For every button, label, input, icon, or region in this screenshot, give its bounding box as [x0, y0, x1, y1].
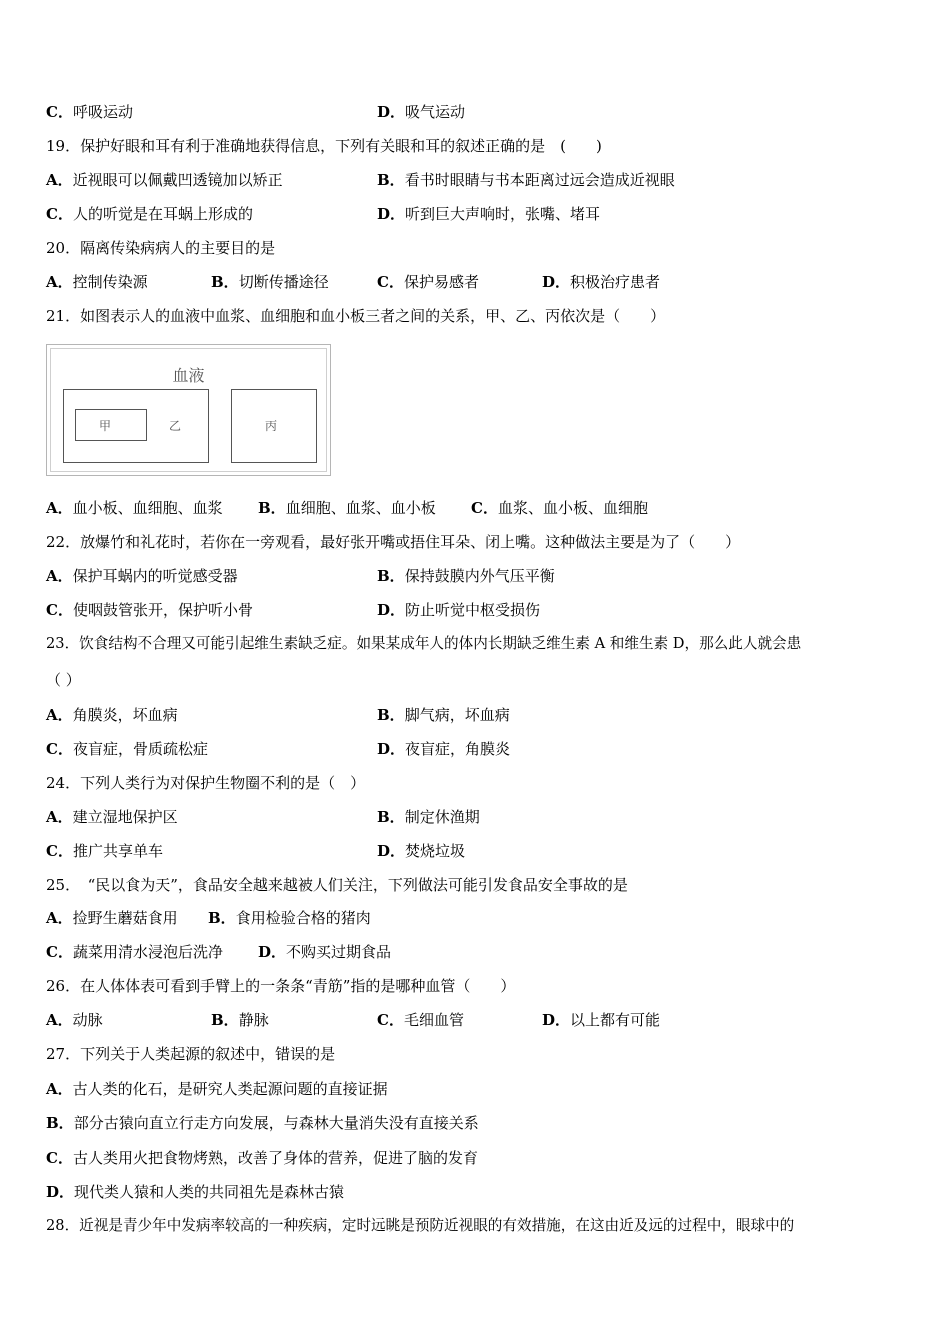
q25-option-a [46, 908, 178, 928]
option-label: D． [377, 601, 406, 619]
option-label: A． [46, 567, 73, 585]
option-label: D． [542, 273, 571, 291]
option-label: B． [377, 171, 405, 189]
q20-option-d [542, 272, 660, 292]
q20-stem: 20．隔离传染病病人的主要目的是 [46, 239, 276, 257]
q24-option-d [377, 841, 465, 861]
option-label: C． [471, 499, 498, 517]
q27-option-c [46, 1148, 478, 1168]
q19-option-c [46, 204, 253, 224]
option-text: 蔬菜用清水浸泡后洗净 [72, 943, 223, 961]
blood-diagram [46, 344, 331, 476]
option-label: B． [211, 273, 239, 291]
option-text: 夜盲症，角膜炎 [405, 740, 511, 758]
q27-stem: 27．下列关于人类起源的叙述中，错误的是 [46, 1045, 336, 1063]
option-label: C． [46, 842, 73, 860]
option-label: A． [46, 808, 73, 826]
q22-stem: 22．放爆竹和礼花时，若你在一旁观看，最好张开嘴或捂住耳朵、闭上嘴。这种做法主要是为了（ ） [46, 533, 741, 551]
q25-option-b [208, 908, 371, 928]
option-text: 动脉 [72, 1011, 103, 1029]
option-label: C． [46, 943, 73, 961]
q23-option-c [46, 739, 208, 759]
option-label: B． [211, 1011, 239, 1029]
option-text: 建立湿地保护区 [72, 808, 178, 826]
option-text: 近视眼可以佩戴凹透镜加以矫正 [72, 171, 283, 189]
option-label: D． [542, 1011, 571, 1029]
option-label: A． [46, 1011, 73, 1029]
q21-option-a [46, 498, 223, 518]
option-text: 看书时眼睛与书本距离过远会造成近视眼 [404, 171, 675, 189]
option-text: 血小板、血细胞、血浆 [72, 499, 223, 517]
q24-option-c [46, 841, 163, 861]
option-text: 夜盲症，骨质疏松症 [72, 740, 208, 758]
q27-option-d [46, 1182, 344, 1202]
option-text: 血浆、血小板、血细胞 [497, 499, 648, 517]
q26-option-c [377, 1010, 464, 1030]
option-text: 毛细血管 [403, 1011, 464, 1029]
option-label: D． [46, 1183, 75, 1201]
option-label: D． [258, 943, 287, 961]
option-text: 听到巨大声响时，张嘴、堵耳 [405, 205, 601, 223]
option-text: 不购买过期食品 [286, 943, 392, 961]
q20-option-a [46, 272, 148, 292]
label-yi: 乙 [169, 419, 182, 433]
q19-option-b [377, 170, 675, 190]
q25-option-d [258, 942, 391, 962]
option-label: B． [377, 567, 405, 585]
q23-stem: 23．饮食结构不合理又可能引起维生素缺乏症。如果某成年人的体内长期缺乏维生素 A 和维生素 D，那么此人就会患 [46, 635, 802, 652]
q23-option-a [46, 705, 178, 725]
option-text: 静脉 [238, 1011, 269, 1029]
option-label: D． [377, 842, 406, 860]
q27-option-a [46, 1079, 388, 1099]
q22-option-a [46, 566, 238, 586]
option-text: 保护耳蜗内的听觉感受器 [72, 567, 238, 585]
option-label: C． [377, 273, 404, 291]
q21-option-c [471, 498, 648, 518]
option-label: C． [46, 205, 73, 223]
option-text: 部分古猿向直立行走方向发展，与森林大量消失没有直接关系 [73, 1114, 479, 1132]
q26-option-a [46, 1010, 103, 1030]
q21-option-b [258, 498, 436, 518]
option-text: 捡野生蘑菇食用 [72, 909, 178, 927]
q26-stem: 26．在人体体表可看到手臂上的一条条“青筋”指的是哪种血管（ ） [46, 977, 516, 995]
q26-option-d [542, 1010, 660, 1030]
option-text: 积极治疗患者 [570, 273, 661, 291]
q23-option-d [377, 739, 510, 759]
option-label: B． [377, 706, 405, 724]
option-text: 现代类人猿和人类的共同祖先是森林古猿 [74, 1183, 345, 1201]
q22-option-c [46, 600, 253, 620]
q26-option-b [211, 1010, 269, 1030]
option-text: 血细胞、血浆、血小板 [285, 499, 436, 517]
label-jia: 甲 [99, 419, 112, 433]
q21-stem: 21．如图表示人的血液中血浆、血细胞和血小板三者之间的关系，甲、乙、丙依次是（ ） [46, 307, 666, 325]
option-label: C． [46, 103, 73, 121]
option-text: 古人类的化石，是研究人类起源问题的直接证据 [72, 1080, 388, 1098]
q20-option-b [211, 272, 329, 292]
option-label: B． [258, 499, 286, 517]
option-label: D． [377, 205, 406, 223]
option-text: 吸气运动 [405, 103, 466, 121]
option-label: A． [46, 706, 73, 724]
option-label: B． [46, 1114, 74, 1132]
q27-option-b [46, 1113, 479, 1133]
option-label: A． [46, 909, 73, 927]
q24-stem: 24．下列人类行为对保护生物圈不利的是（ ） [46, 774, 366, 792]
q23-stem-continued: （ ） [46, 671, 81, 689]
option-label: A． [46, 1080, 73, 1098]
option-text: 制定休渔期 [404, 808, 480, 826]
option-text: 防止听觉中枢受损伤 [405, 601, 541, 619]
option-label: A． [46, 171, 73, 189]
q23-option-b [377, 705, 510, 725]
option-label: A． [46, 499, 73, 517]
q19-option-d [377, 204, 600, 224]
option-text: 以上都有可能 [570, 1011, 661, 1029]
q24-option-b [377, 807, 480, 827]
option-label: D． [377, 740, 406, 758]
option-text: 焚烧垃圾 [405, 842, 466, 860]
option-text: 古人类用火把食物烤熟，改善了身体的营养，促进了脑的发育 [72, 1149, 478, 1167]
option-text: 角膜炎，坏血病 [72, 706, 178, 724]
option-label: A． [46, 273, 73, 291]
option-text: 控制传染源 [72, 273, 148, 291]
q22-option-b [377, 566, 555, 586]
q20-option-c [377, 272, 479, 292]
diagram-title: 血液 [172, 366, 205, 385]
option-text: 呼吸运动 [72, 103, 133, 121]
q22-option-d [377, 600, 540, 620]
q19-stem: 19．保护好眼和耳有利于准确地获得信息，下列有关眼和耳的叙述正确的是 ( ) [46, 137, 602, 155]
option-text: 脚气病，坏血病 [404, 706, 510, 724]
option-text: 保护易感者 [403, 273, 479, 291]
label-bing: 丙 [265, 419, 278, 433]
option-text: 使咽鼓管张开，保护听小骨 [72, 601, 253, 619]
q18-option-d [377, 102, 465, 122]
q19-option-a [46, 170, 283, 190]
option-text: 保持鼓膜内外气压平衡 [404, 567, 555, 585]
q24-option-a [46, 807, 178, 827]
option-text: 切断传播途径 [238, 273, 329, 291]
option-text: 食用检验合格的猪肉 [235, 909, 371, 927]
q25-stem: 25． “民以食为天”，食品安全越来越被人们关注，下列做法可能引发食品安全事故的是 [46, 876, 628, 894]
q25-option-c [46, 942, 223, 962]
option-text: 人的听觉是在耳蜗上形成的 [72, 205, 253, 223]
option-label: C． [46, 740, 73, 758]
q28-stem: 28．近视是青少年中发病率较高的一种疾病，定时远眺是预防近视眼的有效措施，在这由近及远的过程中，眼球中的 [46, 1217, 795, 1234]
option-label: B． [377, 808, 405, 826]
option-label: C． [46, 1149, 73, 1167]
option-text: 推广共享单车 [72, 842, 163, 860]
q18-option-c [46, 102, 133, 122]
option-label: D． [377, 103, 406, 121]
option-label: C． [377, 1011, 404, 1029]
option-label: C． [46, 601, 73, 619]
option-label: B． [208, 909, 236, 927]
